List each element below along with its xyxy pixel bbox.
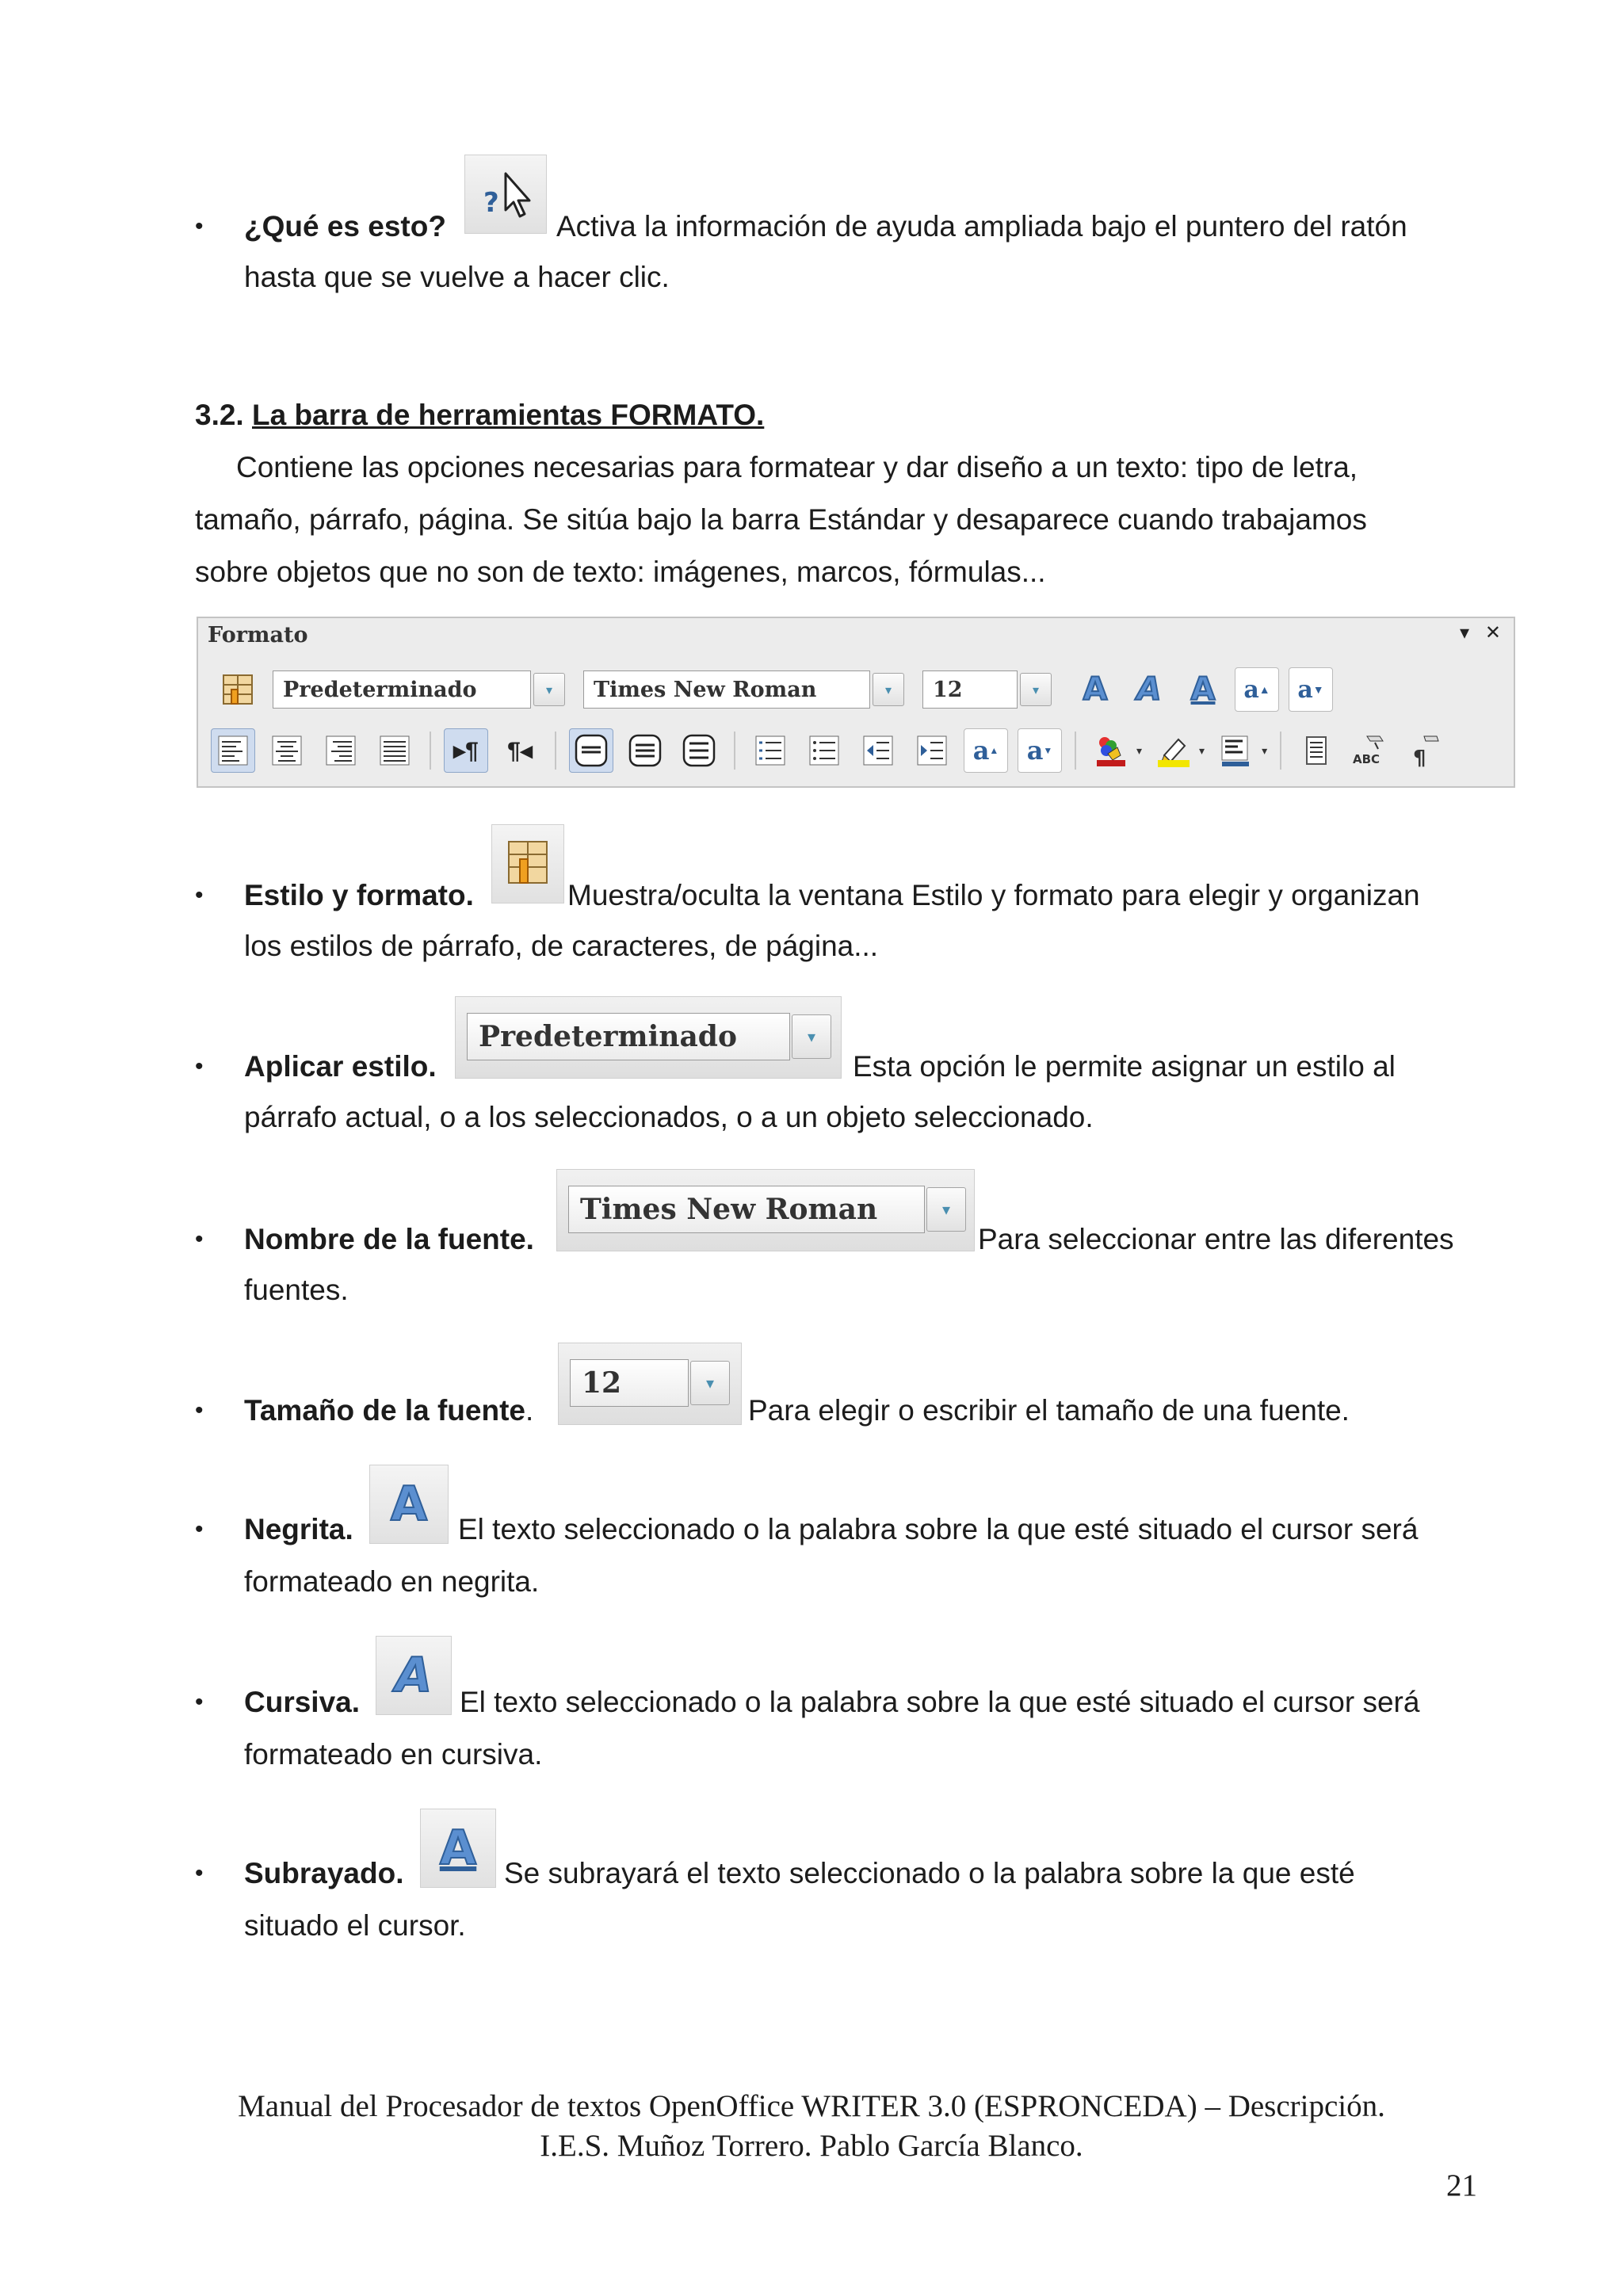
chevron-down-icon[interactable]: ▾ (1136, 743, 1143, 757)
formatting-marks-icon (1407, 733, 1442, 768)
item-label-tamano-fuente-text: Tamaño de la fuente (244, 1394, 525, 1427)
underline-icon: A (1190, 671, 1216, 708)
spellcheck-button[interactable] (1348, 728, 1392, 773)
item-desc-subrayado-2: situado el cursor. (244, 1909, 466, 1942)
font-combo-value: Times New Roman (594, 677, 817, 702)
bullet: • (195, 1226, 204, 1252)
item-label-aplicar-estilo: Aplicar estilo. (244, 1050, 437, 1083)
font-size-value: 12 (582, 1366, 622, 1400)
section-heading (195, 398, 764, 433)
rtl-direction-icon: ¶◂ (507, 737, 533, 764)
italic-button[interactable] (1127, 667, 1171, 712)
underline-button[interactable] (1181, 667, 1225, 712)
toolbar-separator (734, 732, 735, 770)
underline-icon (420, 1809, 496, 1888)
font-name-field[interactable] (568, 1186, 925, 1233)
increase-indent-icon (916, 735, 948, 766)
bold-icon-letter: A (390, 1477, 428, 1532)
bullet: • (195, 1053, 204, 1079)
bullet: • (195, 1516, 204, 1542)
decrease-font-button[interactable]: a ▼ (1018, 728, 1062, 773)
chevron-down-icon[interactable]: ▾ (1199, 743, 1205, 757)
item-desc-estilo-formato-2: los estilos de párrafo, de caracteres, de página... (244, 930, 879, 962)
size-combo[interactable] (922, 670, 1040, 709)
increase-indent-button[interactable] (910, 728, 954, 773)
line-spacing-15-icon (628, 733, 663, 768)
apply-style-value: Predeterminado (479, 1020, 737, 1053)
superscript-button[interactable]: a ▲ (1235, 667, 1279, 712)
help-mark: ? (483, 187, 499, 219)
font-color-icon (1094, 733, 1128, 768)
align-left-icon (217, 735, 249, 766)
formatting-marks-button[interactable] (1402, 728, 1446, 773)
size-combo-value: 12 (933, 677, 963, 702)
bullets-button[interactable] (802, 728, 846, 773)
toolbar-row-2 (198, 723, 1514, 778)
background-color-button[interactable] (1214, 728, 1258, 773)
numbering-icon (754, 735, 786, 766)
chevron-down-icon[interactable]: ▾ (1262, 743, 1268, 757)
toolbar-menu-arrow-icon[interactable]: ▾ (1459, 622, 1469, 644)
bullet: • (195, 882, 204, 908)
styles-formatting-button[interactable] (216, 667, 260, 712)
ltr-direction-button[interactable] (444, 728, 488, 773)
svg-text:¶: ¶ (1413, 747, 1426, 768)
background-color-icon (1219, 733, 1254, 768)
line-spacing-2-button[interactable] (677, 728, 721, 773)
align-right-button[interactable] (319, 728, 363, 773)
item-label-tamano-fuente (244, 1393, 533, 1428)
bold-button[interactable] (1073, 667, 1117, 712)
footer-line-2: I.E.S. Muñoz Torrero. Pablo García Blanco. (540, 2129, 1083, 2163)
toolbar-separator (1075, 732, 1076, 770)
underline-icon-letter: A (439, 1820, 477, 1876)
item-label-cursiva: Cursiva. (244, 1686, 361, 1718)
item-label-nombre-fuente: Nombre de la fuente. (244, 1223, 534, 1255)
align-right-icon (325, 735, 357, 766)
item-label-negrita: Negrita. (244, 1513, 353, 1545)
bold-icon: A (1083, 671, 1108, 708)
font-color-button[interactable] (1089, 728, 1133, 773)
formato-toolbar (197, 617, 1515, 788)
decrease-indent-icon (862, 735, 894, 766)
svg-text:ABC: ABC (1353, 752, 1381, 766)
item-desc-aplicar-estilo-2: párrafo actual, o a los seleccionados, o a un objeto seleccionado. (244, 1101, 1094, 1133)
item-desc-nombre-fuente-2: fuentes. (244, 1274, 349, 1306)
item-label-que-es-esto: ¿Qué es esto? (244, 210, 446, 243)
footer-line-1: Manual del Procesador de textos OpenOffice WRITER 3.0 (ESPRONCEDA) – Descripción. (238, 2089, 1385, 2123)
item-desc-que-es-esto-1: Activa la información de ayuda ampliada bajo el puntero del ratón (556, 210, 1407, 243)
line-spacing-2-icon (682, 733, 716, 768)
ltr-direction-icon: ▸¶ (453, 737, 479, 764)
chevron-down-icon[interactable]: ▾ (792, 1014, 831, 1059)
align-left-button[interactable] (211, 728, 255, 773)
highlighter-icon (1156, 733, 1191, 768)
bullets-icon (808, 735, 840, 766)
item-desc-subrayado-1: Se subrayará el texto seleccionado o la palabra sobre la que esté (504, 1857, 1355, 1889)
rtl-direction-button[interactable] (498, 728, 542, 773)
highlight-button[interactable] (1151, 728, 1196, 773)
font-name-combo-snippet (556, 1169, 975, 1251)
page-number: 21 (1446, 2168, 1477, 2202)
section-paragraph-3: sobre objetos que no son de texto: imágenes, marcos, fórmulas... (195, 556, 1046, 588)
styles-icon (491, 824, 564, 904)
chevron-down-icon[interactable]: ▾ (926, 1187, 966, 1232)
align-center-icon (271, 735, 303, 766)
decrease-indent-button[interactable] (856, 728, 900, 773)
subscript-button[interactable]: a ▼ (1289, 667, 1333, 712)
section-paragraph-1: Contiene las opciones necesarias para formatear y dar diseño a un texto: tipo de letra, (236, 451, 1358, 483)
item-desc-nombre-fuente-1: Para seleccionar entre las diferentes (978, 1223, 1454, 1255)
line-spacing-1-button[interactable] (569, 728, 613, 773)
font-name-value: Times New Roman (580, 1193, 878, 1226)
bullet: • (195, 1397, 204, 1423)
align-center-button[interactable] (265, 728, 309, 773)
toolbar-separator (1280, 732, 1281, 770)
bullet: • (195, 1860, 204, 1886)
italic-icon: A (1136, 671, 1162, 708)
style-combo[interactable] (273, 670, 553, 709)
italic-icon-letter: A (395, 1648, 433, 1703)
justify-button[interactable] (372, 728, 417, 773)
style-combo-value: Predeterminado (283, 677, 477, 702)
item-desc-cursiva-1: El texto seleccionado o la palabra sobre la que esté situado el cursor será (460, 1686, 1420, 1718)
section-title: La barra de herramientas FORMATO. (252, 399, 765, 431)
toolbar-separator (430, 732, 431, 770)
item-label-estilo-formato: Estilo y formato. (244, 879, 474, 911)
apply-style-field[interactable] (467, 1013, 790, 1060)
bullet: • (195, 213, 204, 239)
chevron-down-icon[interactable]: ▾ (533, 673, 565, 706)
chevron-down-icon[interactable]: ▾ (690, 1361, 730, 1405)
increase-font-button[interactable]: a ▲ (964, 728, 1008, 773)
item-label-subrayado: Subrayado. (244, 1857, 404, 1889)
apply-style-combo-snippet (455, 996, 842, 1079)
paragraph-dialog-button[interactable] (1294, 728, 1338, 773)
spellcheck-icon (1351, 733, 1389, 768)
increase-font-icon: a (972, 735, 990, 766)
item-desc-negrita-1: El texto seleccionado o la palabra sobre la que esté situado el cursor será (458, 1513, 1419, 1545)
whats-this-icon (464, 155, 547, 234)
chevron-down-icon[interactable]: ▾ (1020, 673, 1052, 706)
numbering-button[interactable] (748, 728, 792, 773)
toolbar-title: Formato (208, 623, 308, 648)
subscript-icon: a (1297, 675, 1313, 704)
font-size-field[interactable] (570, 1359, 689, 1407)
section-number: 3.2. (195, 399, 244, 431)
toolbar-separator (555, 732, 556, 770)
bold-icon (369, 1465, 449, 1544)
font-combo[interactable] (583, 670, 892, 709)
font-size-combo-snippet (558, 1343, 742, 1425)
paragraph-icon (1300, 735, 1332, 766)
decrease-font-icon: a (1026, 735, 1044, 766)
item-desc-negrita-2: formateado en negrita. (244, 1565, 540, 1598)
italic-icon (376, 1636, 452, 1715)
line-spacing-15-button[interactable] (623, 728, 667, 773)
bullet: • (195, 1689, 204, 1715)
toolbar-close-icon[interactable]: ✕ (1484, 622, 1501, 644)
item-desc-aplicar-estilo-1: Esta opción le permite asignar un estilo al (853, 1050, 1396, 1083)
line-spacing-1-icon (574, 733, 609, 768)
toolbar-row-1 (198, 664, 1514, 715)
item-desc-cursiva-2: formateado en cursiva. (244, 1738, 543, 1771)
item-desc-tamano-fuente-1: Para elegir o escribir el tamaño de una fuente. (748, 1394, 1350, 1427)
superscript-icon: a (1243, 675, 1259, 704)
chevron-down-icon[interactable]: ▾ (873, 673, 904, 706)
section-paragraph-2: tamaño, párrafo, página. Se sitúa bajo la barra Estándar y desaparece cuando trabajamos (195, 503, 1367, 536)
justify-icon (379, 735, 411, 766)
item-desc-que-es-esto-2: hasta que se vuelve a hacer clic. (244, 261, 670, 293)
item-label-tamano-fuente-suffix: . (525, 1394, 534, 1427)
item-desc-estilo-formato-1: Muestra/oculta la ventana Estilo y formato para elegir y organizan (567, 879, 1420, 911)
styles-icon (220, 672, 255, 707)
